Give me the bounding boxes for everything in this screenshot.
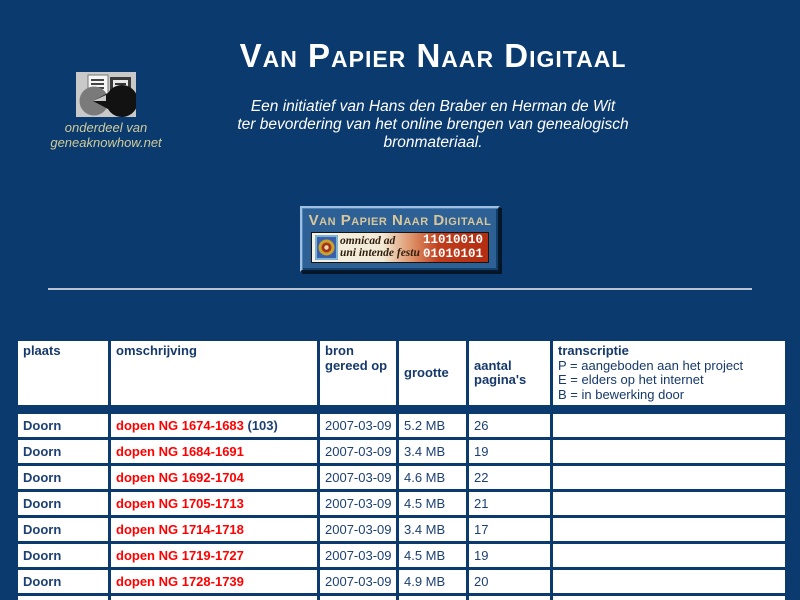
binary-line2: 01010101 [422, 246, 483, 261]
cell-aantal-paginas: 19 [469, 544, 550, 567]
manuscript-line1: omnicad ad [340, 235, 396, 247]
manuscript-text [340, 236, 420, 259]
cell-partial [320, 596, 396, 600]
cell-grootte: 4.6 MB [399, 466, 466, 489]
header-grootte: grootte [399, 341, 466, 411]
header-transcriptie [553, 341, 785, 411]
cell-bron-gereed-op: 2007-03-09 [320, 518, 396, 541]
cell-grootte: 4.5 MB [399, 492, 466, 515]
table-row [18, 414, 785, 437]
cell-plaats: Doorn [18, 440, 108, 463]
documents-table-wrap [15, 338, 788, 600]
cell-bron-gereed-op: 2007-03-09 [320, 414, 396, 437]
cell-aantal-paginas: 20 [469, 570, 550, 593]
manuscript-line2: uni intende festu [340, 246, 420, 259]
subtitle-line2: ter bevordering van het online brengen van genealogisch [237, 116, 629, 133]
cell-aantal-paginas: 22 [469, 466, 550, 489]
document-link[interactable]: dopen NG 1728-1739 [116, 574, 244, 589]
header-aantal-line1: aantal [474, 357, 512, 373]
binary-digits [423, 234, 485, 261]
cell-grootte: 3.4 MB [399, 518, 466, 541]
cell-aantal-paginas: 19 [469, 440, 550, 463]
page-title: Van Papier Naar Digitaal [239, 37, 627, 74]
table-row [18, 544, 785, 567]
cell-plaats: Doorn [18, 414, 108, 437]
document-link[interactable]: dopen NG 1714-1718 [116, 522, 244, 537]
cell-omschrijving [111, 492, 317, 515]
cell-aantal-paginas: 26 [469, 414, 550, 437]
cell-transcriptie [553, 414, 785, 437]
cell-bron-gereed-op: 2007-03-09 [320, 492, 396, 515]
cell-grootte: 5.2 MB [399, 414, 466, 437]
cell-transcriptie [553, 544, 785, 567]
header-aantal-paginas [469, 341, 550, 411]
page-subtitle [160, 98, 706, 152]
logo-caption-line1: onderdeel van [64, 120, 148, 135]
table-body [18, 414, 785, 600]
logo-block [48, 72, 164, 150]
table-row-partial [18, 596, 785, 600]
header-bron-line2: gereed op [325, 357, 388, 373]
table-row [18, 570, 785, 593]
table-row [18, 492, 785, 515]
document-link[interactable]: dopen NG 1684-1691 [116, 444, 244, 459]
subtitle-line1: Een initiatief van Hans den Braber en Herman de Wit [250, 98, 616, 115]
divider [48, 288, 752, 290]
cell-plaats: Doorn [18, 544, 108, 567]
header-transcriptie-title: transcriptie [558, 343, 629, 358]
documents-table [15, 338, 788, 600]
header-plaats: plaats [18, 341, 108, 411]
document-link[interactable]: dopen NG 1705-1713 [116, 496, 244, 511]
cell-omschrijving [111, 570, 317, 593]
table-row [18, 518, 785, 541]
cell-bron-gereed-op: 2007-03-09 [320, 544, 396, 567]
cell-grootte: 3.4 MB [399, 440, 466, 463]
cell-plaats: Doorn [18, 570, 108, 593]
cell-bron-gereed-op: 2007-03-09 [320, 466, 396, 489]
logo-caption-line2: geneaknowhow.net [50, 134, 162, 150]
document-link[interactable]: dopen NG 1719-1727 [116, 548, 244, 563]
cell-bron-gereed-op: 2007-03-09 [320, 570, 396, 593]
header-aantal-line2: pagina's [474, 372, 527, 387]
cell-omschrijving [111, 414, 317, 437]
table-row [18, 440, 785, 463]
document-link[interactable]: dopen NG 1692-1704 [116, 470, 244, 485]
banner-manuscript-strip [311, 232, 489, 263]
cell-grootte: 4.9 MB [399, 570, 466, 593]
cell-transcriptie [553, 518, 785, 541]
link-suffix: (103) [243, 418, 278, 433]
cell-partial [111, 596, 317, 600]
cell-transcriptie [553, 466, 785, 489]
cell-partial [18, 596, 108, 600]
header-bron-line1: bron [325, 343, 354, 358]
illuminated-initial-icon [315, 235, 338, 260]
project-banner-button[interactable] [300, 206, 500, 272]
cell-plaats: Doorn [18, 492, 108, 515]
cell-grootte: 4.5 MB [399, 544, 466, 567]
cell-transcriptie [553, 570, 785, 593]
cell-omschrijving [111, 440, 317, 463]
cell-bron-gereed-op: 2007-03-09 [320, 440, 396, 463]
cell-plaats: Doorn [18, 518, 108, 541]
cell-plaats: Doorn [18, 466, 108, 489]
header-transcriptie-legend-e: E = elders op het internet [558, 372, 704, 387]
cell-aantal-paginas: 21 [469, 492, 550, 515]
cell-partial [399, 596, 466, 600]
cell-omschrijving [111, 544, 317, 567]
cell-aantal-paginas: 17 [469, 518, 550, 541]
header-omschrijving: omschrijving [111, 341, 317, 411]
cell-omschrijving [111, 466, 317, 489]
cell-omschrijving [111, 518, 317, 541]
cell-transcriptie [553, 492, 785, 515]
table-row [18, 466, 785, 489]
table-header-row [18, 341, 785, 411]
cell-partial [469, 596, 550, 600]
header-transcriptie-legend-b: B = in bewerking door [558, 386, 685, 402]
document-link[interactable]: dopen NG 1674-1683 [116, 418, 244, 433]
header [160, 38, 706, 152]
cell-partial [553, 596, 785, 600]
header-bron-gereed-op [320, 341, 396, 411]
header-transcriptie-legend-p: P = aangeboden aan het project [558, 357, 744, 373]
cell-transcriptie [553, 440, 785, 463]
geneaknowhow-logo-icon[interactable] [76, 72, 136, 117]
banner-title: Van Papier Naar Digitaal [308, 212, 492, 229]
subtitle-line3: bronmateriaal. [383, 134, 483, 151]
binary-line1: 11010010 [422, 233, 483, 247]
